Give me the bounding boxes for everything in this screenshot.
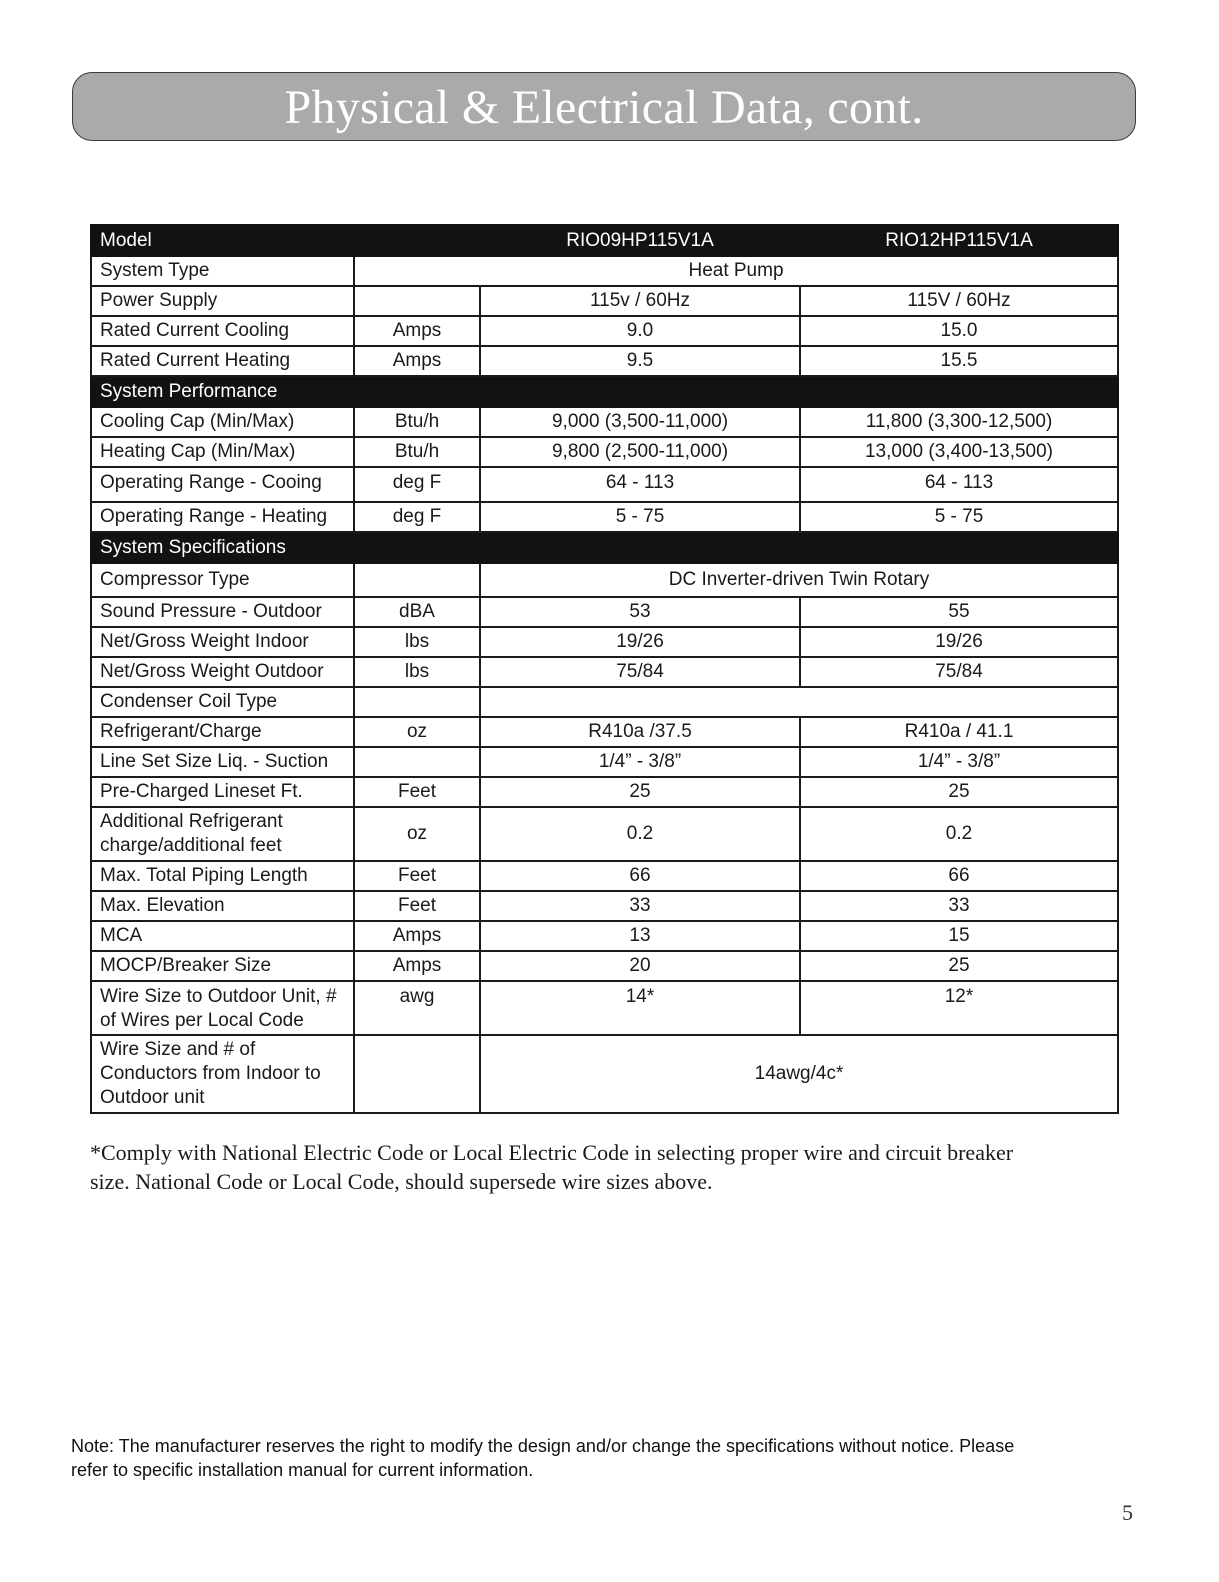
table-row: Condenser Coil Type — [91, 687, 1118, 717]
spec-table — [90, 224, 1119, 1114]
page-title-banner — [72, 72, 1136, 141]
model-label: Model — [91, 225, 354, 256]
table-row: Operating Range - Cooing deg F 64 - 113 64 - 113 — [91, 467, 1118, 502]
page-number: 5 — [1122, 1500, 1133, 1525]
table-row: Max. Total Piping Length Feet 66 66 — [91, 861, 1118, 891]
table-row: Net/Gross Weight Indoor lbs 19/26 19/26 — [91, 627, 1118, 657]
manufacturer-note: Note: The manufacturer reserves the right to modify the design and/or change the specifications without notice. Please refer to specific installation manual for current information. — [71, 1436, 1015, 1480]
model-a-header: RIO09HP115V1A — [480, 225, 800, 256]
table-row: Wire Size to Outdoor Unit, # of Wires per Local Code awg 14* 12* — [91, 981, 1118, 1035]
table-row: Power Supply 115v / 60Hz 115V / 60Hz — [91, 286, 1118, 316]
table-row: System Type Heat Pump — [91, 256, 1118, 286]
table-row: Rated Current Cooling Amps 9.0 15.0 — [91, 316, 1118, 346]
table-row: Max. Elevation Feet 33 33 — [91, 891, 1118, 921]
table-row: MCA Amps 13 15 — [91, 921, 1118, 951]
table-row: Operating Range - Heating deg F 5 - 75 5 - 75 — [91, 502, 1118, 532]
table-row: Cooling Cap (Min/Max) Btu/h 9,000 (3,500-11,000) 11,800 (3,300-12,500) — [91, 407, 1118, 437]
model-b-header: RIO12HP115V1A — [800, 225, 1118, 256]
table-row: Rated Current Heating Amps 9.5 15.5 — [91, 346, 1118, 376]
table-row: Sound Pressure - Outdoor dBA 53 55 — [91, 597, 1118, 627]
table-header-row — [91, 225, 1118, 256]
table-row: Refrigerant/Charge oz R410a /37.5 R410a / 41.1 — [91, 717, 1118, 747]
table-row: Pre-Charged Lineset Ft. Feet 25 25 — [91, 777, 1118, 807]
table-row: Heating Cap (Min/Max) Btu/h 9,800 (2,500-11,000) 13,000 (3,400-13,500) — [91, 437, 1118, 467]
page-title: Physical & Electrical Data, cont. — [284, 81, 924, 134]
table-row: Compressor Type DC Inverter-driven Twin Rotary — [91, 563, 1118, 597]
section-title: System Specifications — [91, 532, 1118, 563]
table-row: Line Set Size Liq. - Suction 1/4” - 3/8” 1/4” - 3/8” — [91, 747, 1118, 777]
footnote: *Comply with National Electric Code or Local Electric Code in selecting proper wire and circuit breaker size. National Code or Local Code, should supersede wire sizes above. — [90, 1140, 1014, 1194]
table-row: Net/Gross Weight Outdoor lbs 75/84 75/84 — [91, 657, 1118, 687]
table-row: MOCP/Breaker Size Amps 20 25 — [91, 951, 1118, 981]
section-row-specifications — [91, 532, 1118, 563]
table-row: Wire Size and # of Conductors from Indoor to Outdoor unit 14awg/4c* — [91, 1035, 1118, 1113]
section-title: System Performance — [91, 376, 1118, 407]
table-row: Additional Refrigerant charge/additional feet oz 0.2 0.2 — [91, 807, 1118, 861]
section-row-performance — [91, 376, 1118, 407]
